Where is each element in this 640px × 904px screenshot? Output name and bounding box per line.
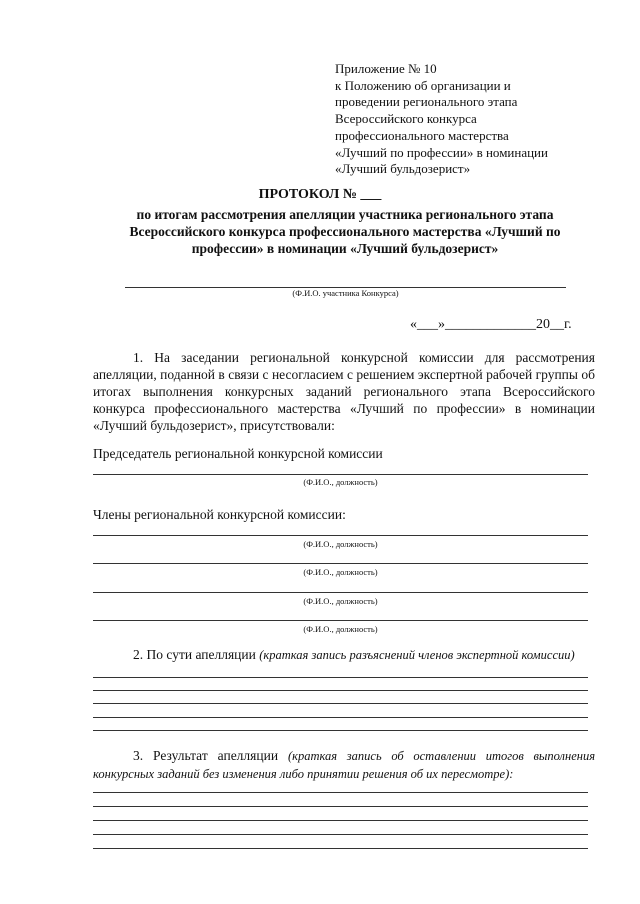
section-3-line <box>93 792 588 793</box>
section-2-note: (краткая запись разъяснений членов экспертной комиссии) <box>259 648 575 662</box>
member-line <box>93 620 588 621</box>
chairman-caption: (Ф.И.О., должность) <box>303 477 378 487</box>
chairman-label: Председатель региональной конкурсной комиссии <box>93 446 383 461</box>
section-1-paragraph <box>93 349 595 434</box>
section-2-line <box>93 717 588 718</box>
protocol-title: ПРОТОКОЛ № ___ <box>258 187 382 202</box>
annex-line: Всероссийского конкурса <box>335 111 477 127</box>
annex-line: к Положению об организации и <box>335 77 511 93</box>
section-3-paragraph <box>93 747 595 783</box>
section-2-line <box>93 703 588 704</box>
date-line: «___»_____________20__г. <box>410 317 572 332</box>
protocol-subtitle: по итогам рассмотрения апелляции участника регионального этапа Всероссийского конкурса профессионального мастерства «Лучший по профессии» в номинации «Лучший бульдозерист» <box>129 207 561 256</box>
annex-line: «Лучший по профессии» в номинации <box>335 144 548 160</box>
annex-line: «Лучший бульдозерист» <box>335 161 471 177</box>
member-line <box>93 592 588 593</box>
members-label: Члены региональной конкурсной комиссии: <box>93 507 346 522</box>
chairman-line <box>93 474 588 475</box>
section-1-text: 1. На заседании региональной конкурсной комиссии для рассмотрения апелляции, поданной в связи с несогласием с решением экспертной рабочей группы об итогах выполнения конкурсных заданий регионального этапа Всероссийского конкурса профессионального мастерства «Лучший по профессии» в номинации «Лучший бульдозерист», присутствовали: <box>93 350 595 433</box>
annex-line: профессионального мастерства <box>335 127 509 143</box>
member-caption: (Ф.И.О., должность) <box>303 596 378 606</box>
section-2-line <box>93 730 588 731</box>
annex-block <box>335 61 625 178</box>
annex-line: проведении регионального этапа <box>335 94 518 110</box>
annex-line: Приложение № 10 <box>335 61 437 76</box>
section-2-line <box>93 690 588 691</box>
member-caption: (Ф.И.О., должность) <box>303 539 378 549</box>
section-2-paragraph <box>93 646 595 664</box>
member-line <box>93 563 588 564</box>
member-caption: (Ф.И.О., должность) <box>303 567 378 577</box>
section-3-lead: 3. Результат апелляции <box>133 748 279 763</box>
member-line <box>93 535 588 536</box>
participant-caption: (Ф.И.О. участника Конкурса) <box>292 288 399 298</box>
section-3-line <box>93 834 588 835</box>
section-3-line <box>93 806 588 807</box>
section-3-line <box>93 820 588 821</box>
section-3-line <box>93 848 588 849</box>
section-2-lead: 2. По сути апелляции <box>133 647 256 662</box>
section-3-note: (краткая запись об оставлении итогов выполнения конкурсных заданий без изменения либо принятии решения об их пересмотре): <box>93 749 596 781</box>
member-caption: (Ф.И.О., должность) <box>303 624 378 634</box>
section-2-line <box>93 677 588 678</box>
